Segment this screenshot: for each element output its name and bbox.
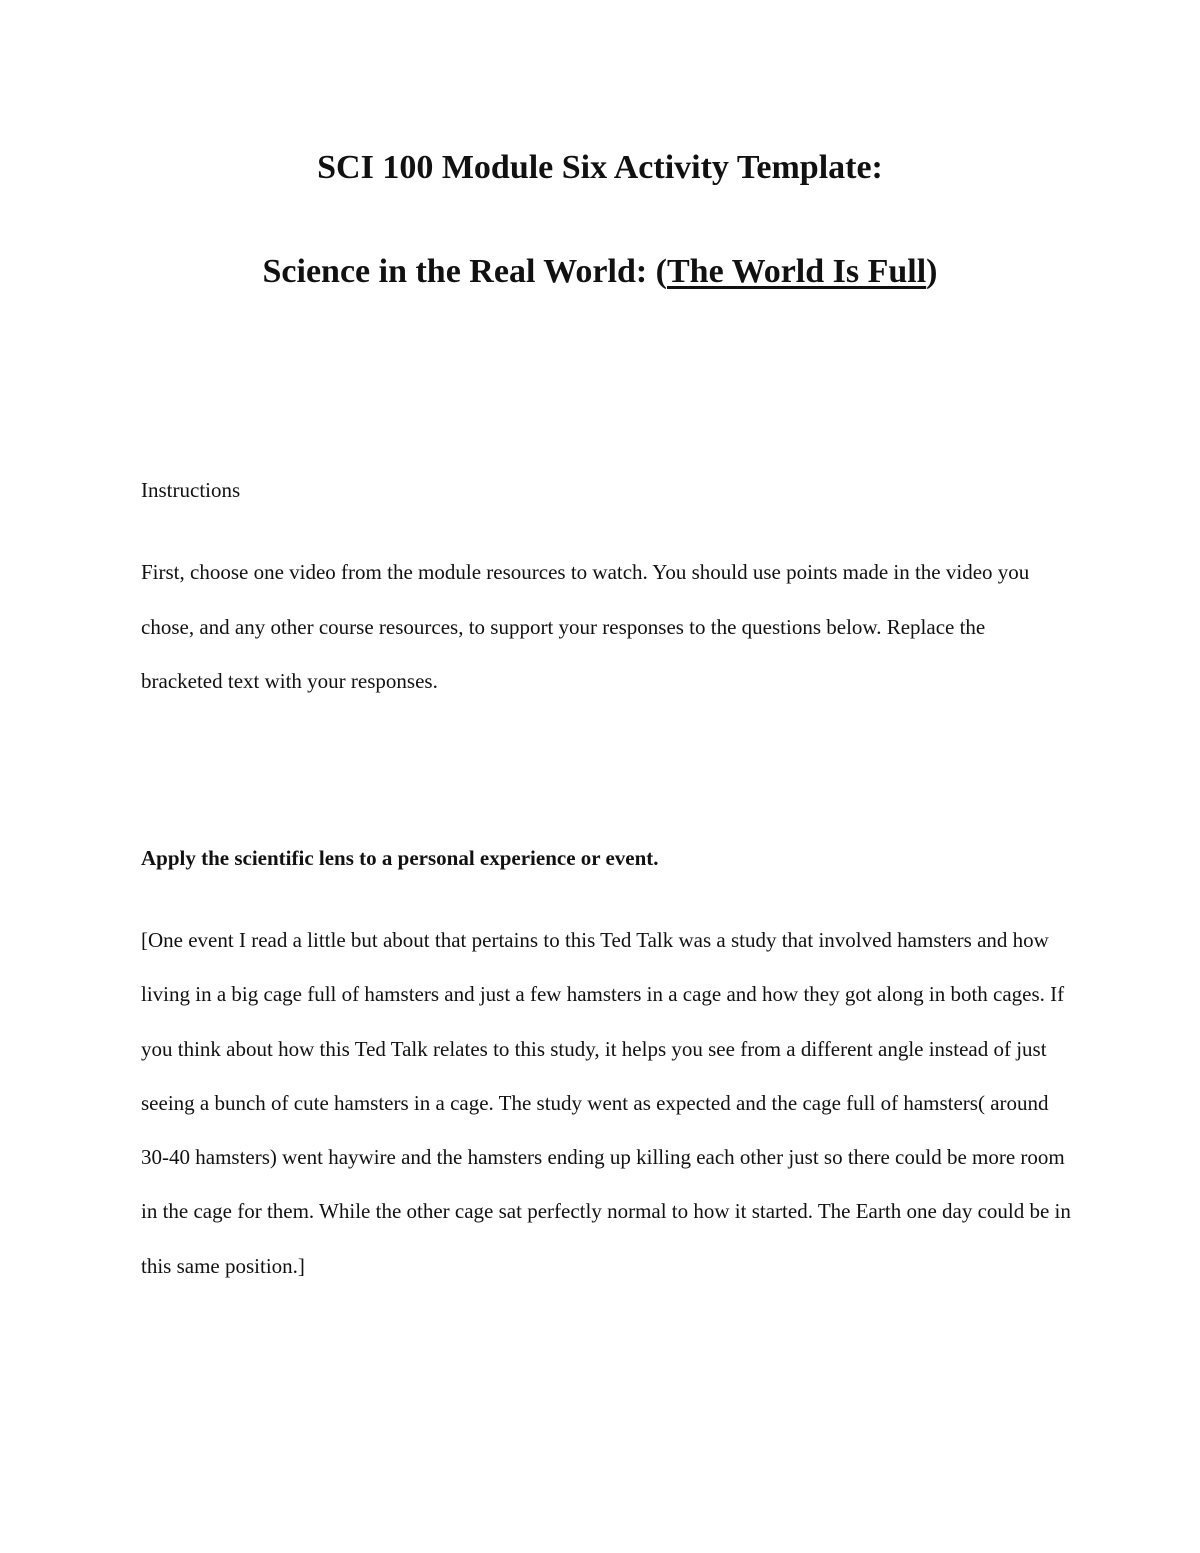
document-title: SCI 100 Module Six Activity Template: bbox=[317, 149, 883, 186]
document-subtitle bbox=[0, 252, 1200, 292]
subtitle-prefix: Science in the Real World: ( bbox=[262, 253, 667, 290]
subtitle-suffix: ) bbox=[926, 253, 938, 290]
question-heading: Apply the scientific lens to a personal experience or event. bbox=[141, 846, 659, 870]
response-paragraph: [One event I read a little but about that pertains to this Ted Talk was a study that involved hamsters and how living in a big cage full of hamsters and just a few hamsters in a cage and how they got along in both cages. If you think about how this Ted Talk relates to this study, it helps you see from a different angle instead of just seeing a bunch of cute hamsters in a cage. The study went as expected and the cage full of hamsters( around 30-40 hamsters) went haywire and the hamsters ending up killing each other just so there could be more room in the cage for them. While the other cage sat perfectly normal to how it started. The Earth one day could be in this same position.] bbox=[141, 928, 1071, 1278]
subtitle-video-title: The World Is Full bbox=[667, 253, 927, 290]
instructions-label: Instructions bbox=[141, 478, 241, 502]
instructions-paragraph: First, choose one video from the module resources to watch. You should use points made in the video you chose, and any other course resources, to support your responses to the questions below. Replace the bracketed text with your responses. bbox=[141, 560, 1030, 693]
